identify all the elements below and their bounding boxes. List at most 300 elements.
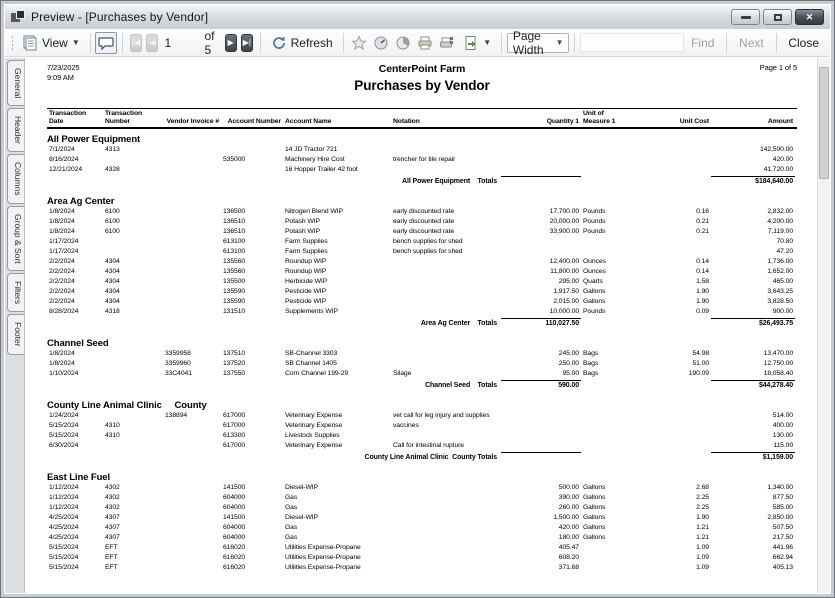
cell: Pounds <box>583 218 606 225</box>
cell: 1,917.50 <box>553 288 579 295</box>
cell <box>391 307 501 317</box>
cell: 20,000.00 <box>549 218 579 225</box>
cell <box>163 543 221 553</box>
cell <box>391 349 501 359</box>
report-row[interactable] <box>47 207 797 217</box>
cell: 4,200.00 <box>767 218 793 225</box>
cell <box>163 563 221 573</box>
cell: 2.68 <box>696 484 709 491</box>
find-next-button[interactable]: Next <box>739 35 764 50</box>
cell: 535000 <box>223 156 246 163</box>
cell: 604000 <box>223 524 246 531</box>
cell: 1.09 <box>696 564 709 571</box>
cell <box>501 431 581 441</box>
cell <box>163 155 221 165</box>
cell: 1/17/2024 <box>49 238 79 245</box>
cell <box>581 431 653 441</box>
cell <box>391 563 501 573</box>
sidebar-tab-general[interactable]: General <box>7 60 24 106</box>
report-row[interactable] <box>47 267 797 277</box>
cell: 1/12/2024 <box>49 494 79 501</box>
cell: 135590 <box>223 298 246 305</box>
cell <box>391 165 501 175</box>
refresh-button-label: Refresh <box>290 35 333 50</box>
cell: Potash WIP <box>285 218 320 225</box>
cell: 2,015.00 <box>553 298 579 305</box>
cell: 3359958 <box>165 350 191 357</box>
close-window-button[interactable] <box>795 9 824 25</box>
totals-quantity: 110,027.50 <box>501 318 581 329</box>
cell: 617000 <box>223 412 246 419</box>
report-row[interactable] <box>47 553 797 563</box>
cell: 3,828.50 <box>767 298 793 305</box>
report-row[interactable] <box>47 277 797 287</box>
cell: 371.68 <box>558 564 579 571</box>
maximize-button[interactable] <box>763 9 792 25</box>
cell: early discounted rate <box>393 228 454 235</box>
last-page-button[interactable] <box>241 34 253 52</box>
report-row[interactable] <box>47 411 797 421</box>
cell <box>391 553 501 563</box>
cell: 1.58 <box>696 278 709 285</box>
toolbar-separator <box>343 33 344 53</box>
cell <box>163 277 221 287</box>
page-indicator: Page 1 of 5 <box>759 63 798 72</box>
cell: 5/15/2024 <box>49 544 79 551</box>
cell: 4307 <box>105 534 120 541</box>
cell <box>163 257 221 267</box>
cell: 0.21 <box>696 228 709 235</box>
minimize-button[interactable] <box>731 9 760 25</box>
printer-settings-icon <box>439 35 455 51</box>
cell: 0.21 <box>696 218 709 225</box>
cell: 0.14 <box>696 268 709 275</box>
cell <box>103 237 163 247</box>
favorites-button[interactable] <box>348 33 370 53</box>
cell: 514.00 <box>772 412 793 419</box>
cell <box>501 411 581 421</box>
cell <box>391 503 501 513</box>
totals-quantity <box>501 452 581 463</box>
cell: 8/16/2024 <box>49 156 79 163</box>
vendor-group <box>47 472 797 573</box>
cell: 41,720.00 <box>763 166 793 173</box>
cell: 54.98 <box>692 350 709 357</box>
cell: Bags <box>583 360 599 367</box>
cell: 1.90 <box>696 298 709 305</box>
totals-amount: $184,640.00 <box>711 176 795 187</box>
scrollbar-thumb[interactable] <box>819 67 829 179</box>
refresh-icon <box>271 35 287 51</box>
cell <box>581 543 653 553</box>
cell <box>653 441 711 451</box>
report-row[interactable] <box>47 237 797 247</box>
cell: 4/25/2024 <box>49 534 79 541</box>
cell: Corn Channel 199-29 <box>285 370 349 377</box>
cell: 0.14 <box>696 258 709 265</box>
cell <box>103 247 163 257</box>
cell: Bags <box>583 350 599 357</box>
sidebar-tab-footer[interactable]: Footer <box>7 314 24 355</box>
cell <box>163 513 221 523</box>
cell: bench supplies for shed <box>393 238 463 245</box>
cell <box>163 431 221 441</box>
export-button[interactable] <box>458 32 496 54</box>
cell: Supplements WIP <box>285 308 338 315</box>
report-row[interactable] <box>47 145 797 155</box>
group-totals-row <box>47 452 797 463</box>
next-page-icon: ▶ <box>227 38 234 47</box>
toolbar-separator <box>726 33 727 53</box>
report-row[interactable] <box>47 349 797 359</box>
cell: 617000 <box>223 422 246 429</box>
cell: 4304 <box>105 288 120 295</box>
cell: 616020 <box>223 554 246 561</box>
cell <box>163 533 221 543</box>
cell: 136510 <box>223 218 246 225</box>
cell: Veterinary Expense <box>285 442 343 449</box>
group-header: Channel Seed <box>47 338 109 349</box>
cell: 2,850.00 <box>767 514 793 521</box>
cell: 400.00 <box>772 422 793 429</box>
cell: 137520 <box>223 360 246 367</box>
column-header: Transaction Number <box>105 110 143 125</box>
report-row[interactable] <box>47 503 797 513</box>
chart-button[interactable] <box>392 33 414 53</box>
report-row[interactable] <box>47 247 797 257</box>
cell: 420.00 <box>772 156 793 163</box>
previous-page-button[interactable] <box>146 34 158 52</box>
cell: Gallons <box>583 494 606 501</box>
app-icon <box>11 10 26 24</box>
group-totals-row <box>47 380 797 391</box>
cell <box>163 227 221 237</box>
cell: Roundup WIP <box>285 268 327 275</box>
cell <box>163 207 221 217</box>
chevron-down-icon: ▼ <box>483 38 492 47</box>
column-header: Notation <box>393 118 420 125</box>
cell: 295.00 <box>558 278 579 285</box>
zoom-select[interactable] <box>507 28 570 57</box>
group-header: East Line Fuel <box>47 472 111 483</box>
cell: 141500 <box>223 514 246 521</box>
cell: Gas <box>285 494 298 501</box>
cell: Diesel-WIP <box>285 484 318 491</box>
cell: SB-Channel 3303 <box>285 350 338 357</box>
cell: 136510 <box>223 228 246 235</box>
cell <box>221 145 283 155</box>
cell: 1/24/2024 <box>49 412 79 419</box>
find-input[interactable] <box>580 33 684 52</box>
cell: 135590 <box>223 288 246 295</box>
cell: Diesel-WIP <box>285 514 318 521</box>
window-controls <box>731 9 826 25</box>
column-header: Transaction Date <box>49 110 87 125</box>
cell: 1.21 <box>696 534 709 541</box>
cell: Utilities Expense-Propane <box>285 544 361 551</box>
cell: 10,000.00 <box>549 308 579 315</box>
cell: 4/25/2024 <box>49 524 79 531</box>
maximize-icon <box>774 14 782 21</box>
cell: 507.50 <box>772 524 793 531</box>
view-button-label: View <box>42 35 68 50</box>
cell: Quarts <box>583 278 603 285</box>
cell: 4313 <box>105 146 120 153</box>
cell <box>391 543 501 553</box>
star-icon <box>351 35 367 51</box>
cell: 1.21 <box>696 524 709 531</box>
report-row[interactable] <box>47 513 797 523</box>
report-row[interactable] <box>47 227 797 237</box>
totals-label: County Line Animal Clinic County Totals <box>364 454 497 461</box>
cell: 617000 <box>223 442 246 449</box>
cell: 877.50 <box>772 494 793 501</box>
cell: 1.90 <box>696 288 709 295</box>
cell <box>391 359 501 369</box>
cell: 2/2/2024 <box>49 298 75 305</box>
cell: Ounces <box>583 258 606 265</box>
totals-amount: $26,493.75 <box>711 318 795 329</box>
cell <box>163 503 221 513</box>
zoom-select-value: Page Width <box>512 28 544 57</box>
report-row[interactable] <box>47 287 797 297</box>
cell <box>163 145 221 155</box>
column-header: Vendor Invoice # <box>166 118 219 125</box>
gauge-button[interactable] <box>370 33 392 53</box>
group-header: County Line Animal Clinic County <box>47 400 207 411</box>
cell: 13,470.00 <box>763 350 793 357</box>
cell <box>103 411 163 421</box>
cell: 604000 <box>223 534 246 541</box>
report-row[interactable] <box>47 523 797 533</box>
cell <box>391 513 501 523</box>
cell: Roundup WIP <box>285 258 327 265</box>
cell: 1/8/2024 <box>49 218 75 225</box>
cell <box>391 145 501 155</box>
view-button[interactable] <box>17 32 85 54</box>
cell: 4302 <box>105 484 120 491</box>
cell: 2/2/2024 <box>49 258 75 265</box>
cell <box>581 553 653 563</box>
cell: Farm Supplies <box>285 248 328 255</box>
cell: Nitrogen Blend WIP <box>285 208 343 215</box>
chevron-down-icon: ▼ <box>71 38 80 47</box>
cell: 4307 <box>105 524 120 531</box>
report-row[interactable] <box>47 165 797 175</box>
print-options-button[interactable] <box>436 33 458 53</box>
report-row[interactable] <box>47 257 797 267</box>
report-row[interactable] <box>47 369 797 379</box>
cell: 4304 <box>105 268 120 275</box>
cell: 7,119.00 <box>767 228 793 235</box>
cell: 1/8/2024 <box>49 350 75 357</box>
cell: 1.09 <box>696 544 709 551</box>
cell: 4304 <box>105 278 120 285</box>
group-header: All Power Equipment <box>47 134 141 145</box>
export-page-icon <box>463 35 479 51</box>
page-number-input[interactable] <box>160 34 202 52</box>
cell <box>103 359 163 369</box>
cell: 2.25 <box>696 494 709 501</box>
page-count-label: of 5 <box>204 28 215 57</box>
cell: 6/30/2024 <box>49 442 79 449</box>
tooltip-toggle-button[interactable] <box>95 32 117 54</box>
cell <box>653 431 711 441</box>
cell: 6100 <box>105 228 120 235</box>
totals-quantity: 590.00 <box>501 380 581 391</box>
cell: bench supplies for shed <box>393 248 463 255</box>
cell: 613100 <box>223 238 246 245</box>
cell: 7/1/2024 <box>49 146 75 153</box>
cell: 180.00 <box>558 534 579 541</box>
cell: Veterinary Expense <box>285 412 343 419</box>
cell <box>391 533 501 543</box>
cell: 3359960 <box>165 360 191 367</box>
pie-chart-icon <box>395 35 411 51</box>
cell: early discounted rate <box>393 218 454 225</box>
report-row[interactable] <box>47 297 797 307</box>
cell <box>163 523 221 533</box>
cell <box>581 247 653 257</box>
column-header: Unit Cost <box>679 118 709 125</box>
cell: 585.00 <box>772 504 793 511</box>
cell <box>163 307 221 317</box>
sidebar-tab-header[interactable]: Header <box>7 108 24 152</box>
cell: 3,643.25 <box>767 288 793 295</box>
cell: 2,832.00 <box>767 208 793 215</box>
report-row[interactable] <box>47 217 797 227</box>
cell <box>163 247 221 257</box>
cell: 17,700.00 <box>549 208 579 215</box>
first-page-button[interactable] <box>130 34 142 52</box>
cell <box>163 483 221 493</box>
cell <box>103 369 163 379</box>
cell: 4304 <box>105 298 120 305</box>
cell: Pounds <box>583 208 606 215</box>
report-row[interactable] <box>47 359 797 369</box>
report-row[interactable] <box>47 563 797 573</box>
sidebar-tab-columns[interactable]: Columns <box>7 154 24 204</box>
cell: 131510 <box>223 308 246 315</box>
cell: 1/17/2024 <box>49 248 79 255</box>
next-page-button[interactable] <box>225 34 237 52</box>
cell <box>653 237 711 247</box>
report-row[interactable] <box>47 533 797 543</box>
cell: 1/12/2024 <box>49 484 79 491</box>
cell <box>653 145 711 155</box>
cell: 138894 <box>165 412 188 419</box>
cell <box>653 411 711 421</box>
cell: 4/25/2024 <box>49 514 79 521</box>
cell: Pounds <box>583 308 606 315</box>
report-row[interactable] <box>47 543 797 553</box>
column-header: Quantity 1 <box>546 118 579 125</box>
cell: Gallons <box>583 514 606 521</box>
cell: 1,340.00 <box>767 484 793 491</box>
report-row[interactable] <box>47 421 797 431</box>
report-row[interactable] <box>47 155 797 165</box>
report-pages-icon <box>22 35 38 51</box>
content-area <box>5 58 830 593</box>
report-row[interactable] <box>47 441 797 451</box>
cell: Utilities Expense-Propane <box>285 564 361 571</box>
cell: Gallons <box>583 288 606 295</box>
gauge-icon <box>373 35 389 51</box>
cell: EFT <box>105 554 118 561</box>
totals-label: All Power Equipment Totals <box>402 178 497 185</box>
find-button[interactable]: Find <box>691 35 715 50</box>
cell: 135560 <box>223 268 246 275</box>
report-row[interactable] <box>47 493 797 503</box>
cell: 465.00 <box>772 278 793 285</box>
report-groups <box>47 134 797 573</box>
cell: 616020 <box>223 544 246 551</box>
column-header: Account Name <box>285 118 332 125</box>
cell <box>391 267 501 277</box>
report-row[interactable] <box>47 307 797 317</box>
column-header: Account Number <box>227 118 281 125</box>
cell: 1,652.00 <box>767 268 793 275</box>
totals-amount: $44,278.40 <box>711 380 795 391</box>
cell: 616020 <box>223 564 246 571</box>
cell: 4328 <box>105 166 120 173</box>
close-icon: ✕ <box>805 11 814 22</box>
cell: 4318 <box>105 308 120 315</box>
report-page <box>25 58 817 593</box>
cell: 250.00 <box>558 360 579 367</box>
chevron-down-icon: ▼ <box>555 38 564 47</box>
cell: 1/10/2024 <box>49 370 79 377</box>
cell <box>163 267 221 277</box>
vertical-scrollbar[interactable] <box>817 58 830 593</box>
print-button[interactable] <box>414 33 436 53</box>
toolbar-grip[interactable] <box>10 34 13 52</box>
cell: Livestock Supplies <box>285 432 340 439</box>
cell: 0.16 <box>696 208 709 215</box>
cell: Machinery Hire Cost <box>285 156 345 163</box>
report-row[interactable] <box>47 483 797 493</box>
cell: 11,800.00 <box>550 268 579 275</box>
cell: 1.09 <box>696 554 709 561</box>
sidebar-tab-filters[interactable]: Filters <box>7 273 24 312</box>
cell: 4310 <box>105 432 120 439</box>
cell: 16 Hopper Trailer 42 foot <box>285 166 358 173</box>
cell <box>163 165 221 175</box>
toolbar-separator <box>574 33 575 53</box>
report-viewport <box>24 58 817 593</box>
cell <box>581 145 653 155</box>
close-preview-button[interactable]: Close <box>788 35 820 50</box>
cell: Pounds <box>583 228 606 235</box>
cell <box>581 155 653 165</box>
cell <box>501 165 581 175</box>
cell <box>653 421 711 431</box>
report-header <box>47 63 797 93</box>
last-page-icon: ▶| <box>242 38 252 47</box>
toolbar-separator <box>90 33 91 53</box>
column-header: Amount <box>767 118 793 125</box>
cell: 70.80 <box>776 238 793 245</box>
cell <box>103 349 163 359</box>
report-row[interactable] <box>47 431 797 441</box>
sidebar-tab-group-sort[interactable]: Group & Sort <box>7 206 24 272</box>
cell: 1/12/2024 <box>49 504 79 511</box>
cell <box>581 421 653 431</box>
cell: 33,900.00 <box>549 228 579 235</box>
cell <box>391 277 501 287</box>
refresh-button[interactable] <box>266 32 338 54</box>
first-page-icon: |◀ <box>131 38 141 47</box>
